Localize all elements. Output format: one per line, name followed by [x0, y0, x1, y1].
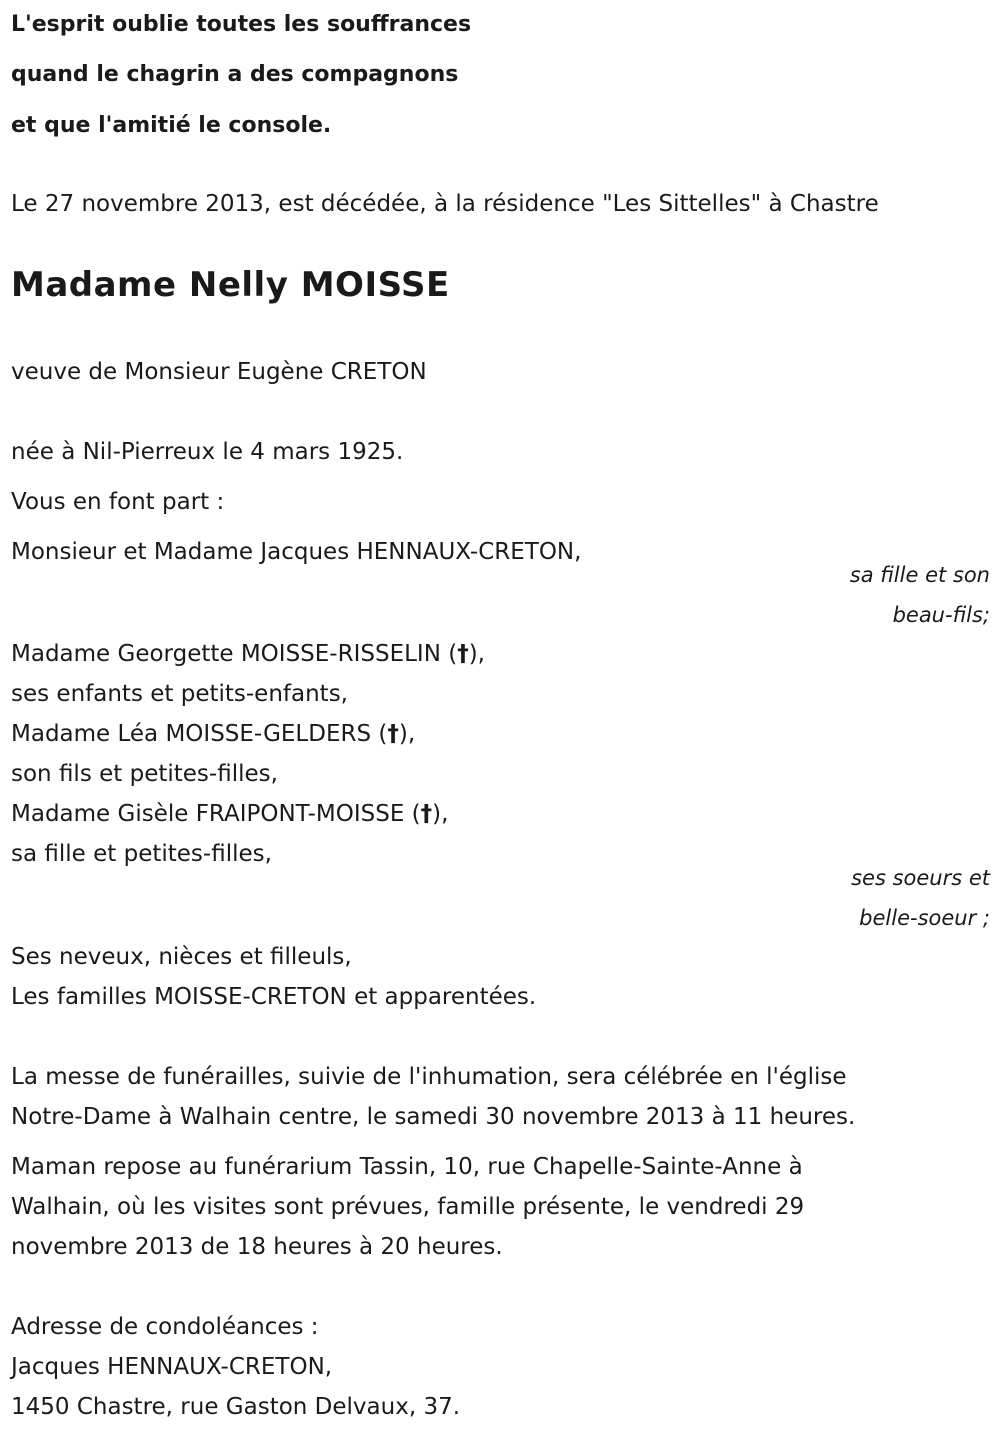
birth-info: née à Nil-Pierreux le 4 mars 1925.: [11, 439, 404, 465]
sister-3-name: Madame Gisèle FRAIPONT-MOISSE (: [11, 801, 421, 827]
family-sister-1: [11, 639, 485, 669]
daughter-relation-2: beau-fils;: [892, 603, 990, 627]
condolences-address: 1450 Chastre, rue Gaston Delvaux, 37.: [11, 1394, 461, 1420]
sister-1-close: ),: [468, 641, 485, 667]
condolences-label: Adresse de condoléances :: [11, 1314, 319, 1340]
daughter-relation-1: sa fille et son: [849, 563, 990, 587]
announce-intro: Vous en font part :: [11, 489, 225, 515]
funeral-line-1: La messe de funérailles, suivie de l'inhumation, sera célébrée en l'église: [11, 1064, 847, 1090]
quote-line-1: L'esprit oublie toutes les souffrances: [11, 12, 472, 37]
family-sister-2: [11, 719, 415, 749]
family-families: Les familles MOISSE-CRETON et apparentées.: [11, 984, 537, 1010]
family-daughter: Monsieur et Madame Jacques HENNAUX-CRETON,: [11, 539, 582, 565]
rest-line-1: Maman repose au funérarium Tassin, 10, rue Chapelle-Sainte-Anne à: [11, 1154, 803, 1180]
sister-2-close: ),: [398, 721, 416, 747]
family-sister-3: [11, 799, 448, 829]
sister-1-name: Madame Georgette MOISSE-RISSELIN (: [11, 641, 458, 667]
cross-icon: †: [457, 641, 469, 667]
condolences-name: Jacques HENNAUX-CRETON,: [11, 1354, 333, 1380]
family-sister-1-desc: ses enfants et petits-enfants,: [11, 681, 348, 707]
family-sister-3-desc: sa fille et petites-filles,: [11, 841, 272, 867]
funeral-line-2: Notre-Dame à Walhain centre, le samedi 30 novembre 2013 à 11 heures.: [11, 1104, 856, 1130]
cross-icon: †: [387, 721, 399, 747]
rest-line-2: Walhain, où les visites sont prévues, famille présente, le vendredi 29: [11, 1194, 805, 1220]
quote-line-2: quand le chagrin a des compagnons: [11, 62, 459, 87]
widow-of: veuve de Monsieur Eugène CRETON: [11, 359, 427, 385]
sisters-relation-2: belle-soeur ;: [859, 906, 990, 930]
death-announcement: Le 27 novembre 2013, est décédée, à la résidence "Les Sittelles" à Chastre: [11, 191, 879, 217]
quote-line-3: et que l'amitié le console.: [11, 113, 332, 138]
rest-line-3: novembre 2013 de 18 heures à 20 heures.: [11, 1234, 503, 1260]
sisters-relation-1: ses soeurs et: [851, 866, 990, 890]
deceased-name: Madame Nelly MOISSE: [11, 265, 450, 305]
family-nephews: Ses neveux, nièces et filleuls,: [11, 944, 352, 970]
sister-3-close: ),: [432, 801, 449, 827]
family-sister-2-desc: son fils et petites-filles,: [11, 761, 278, 787]
sister-2-name: Madame Léa MOISSE-GELDERS (: [11, 721, 388, 747]
cross-icon: †: [420, 801, 433, 827]
